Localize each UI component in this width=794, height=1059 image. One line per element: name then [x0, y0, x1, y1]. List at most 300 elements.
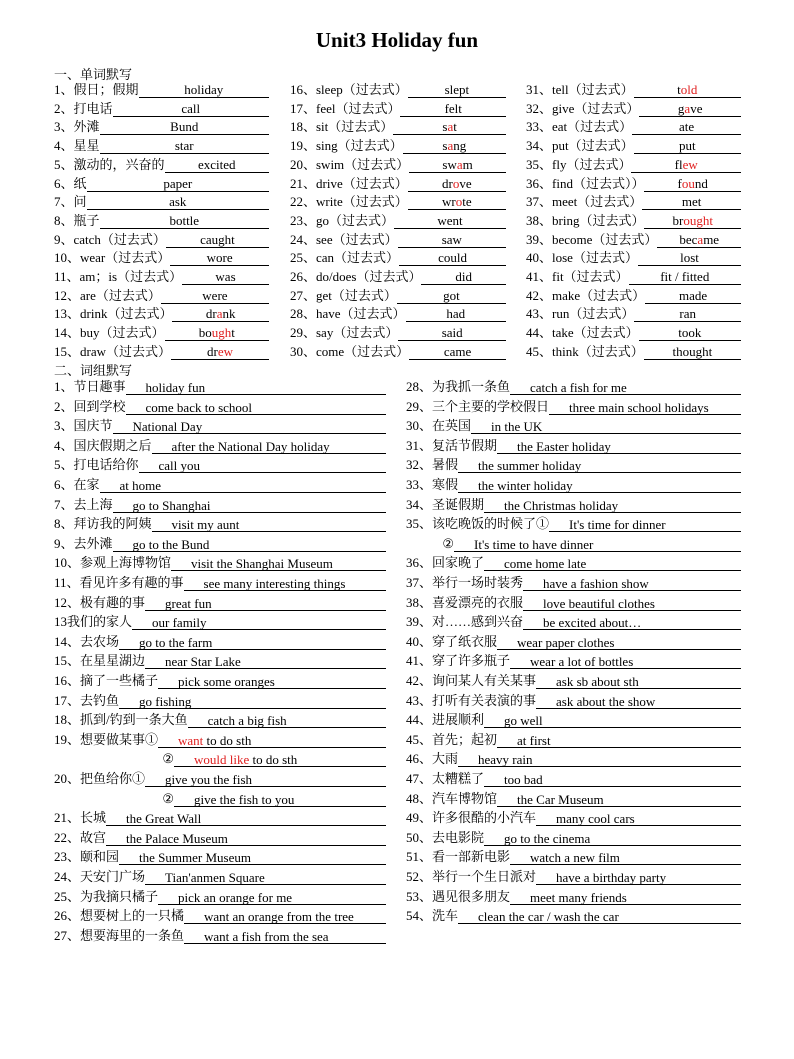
phrase-answer-text: want a fish from the sea	[204, 928, 329, 944]
phrase-prompt: 5、打电话给你	[54, 457, 139, 473]
word-answer-blank[interactable]	[403, 138, 506, 154]
phrase-row	[54, 808, 386, 826]
word-row	[526, 286, 741, 304]
word-answer-text: call	[181, 100, 201, 116]
phrase-answer-blank[interactable]	[497, 635, 741, 650]
phrase-answer-blank[interactable]	[119, 850, 386, 865]
phrase-answer-blank[interactable]	[458, 909, 741, 924]
word-prompt: 23、go（过去式）	[290, 212, 395, 228]
phrase-row	[406, 495, 741, 513]
word-row	[290, 230, 506, 248]
phrase-answer-blank[interactable]	[536, 870, 741, 885]
phrase-prompt: 20、把鱼给你①	[54, 771, 146, 786]
word-answer-blank[interactable]	[87, 194, 269, 210]
word-row	[290, 192, 506, 210]
phrase-row	[406, 593, 741, 611]
phrase-answer-blank[interactable]	[523, 576, 741, 591]
word-row	[54, 304, 269, 322]
phrase-answer-blank[interactable]	[152, 517, 386, 532]
phrase-answer-blank[interactable]	[458, 478, 741, 493]
phrase-row	[54, 534, 386, 552]
word-answer-text: star	[174, 138, 194, 154]
phrase-row	[406, 534, 741, 552]
word-answer-blank[interactable]	[171, 344, 269, 360]
word-prompt: 1、假日；假期	[54, 82, 139, 97]
phrase-answer-blank[interactable]	[145, 596, 386, 611]
phrase-prompt: 39、对……感到兴奋	[406, 614, 524, 630]
word-answer-blank[interactable]	[645, 288, 741, 304]
word-prompt: 24、see（过去式）	[290, 231, 398, 247]
phrase-answer-blank[interactable]	[113, 498, 386, 513]
phrase-prompt: 37、举行一场时装秀	[406, 575, 524, 590]
word-prompt: 21、drive（过去式）	[290, 175, 408, 191]
phrase-prompt: 22、故宫	[54, 829, 107, 845]
phrase-answer-blank[interactable]	[174, 752, 386, 767]
phrase-answer-text: great fun	[165, 595, 212, 611]
phrase-row	[54, 377, 386, 395]
phrase-prompt: 33、寒假	[406, 477, 459, 492]
phrase-answer-blank[interactable]	[484, 556, 741, 571]
phrase-answer-text: clean the car / wash the car	[478, 909, 619, 925]
phrase-row	[54, 847, 386, 865]
word-answer-blank[interactable]	[170, 250, 269, 266]
word-row	[290, 267, 506, 285]
word-answer-part: ve	[690, 100, 703, 116]
phrase-answer-text: love beautiful clothes	[543, 595, 655, 611]
word-answer-text: thought	[672, 343, 713, 359]
phrase-answer-blank[interactable]	[536, 674, 741, 689]
word-prompt: 6、纸	[54, 175, 87, 191]
phrase-answer-blank[interactable]	[171, 556, 386, 571]
phrase-row	[54, 397, 386, 415]
phrase-answer-text: after the National Day holiday	[171, 438, 330, 454]
word-answer-part: bec	[679, 231, 698, 247]
phrase-row	[54, 887, 386, 905]
word-answer-blank[interactable]	[100, 138, 269, 154]
phrase-row	[406, 887, 741, 905]
word-prompt: 42、make（过去式）	[526, 287, 646, 303]
phrase-row	[54, 926, 386, 944]
word-row	[526, 155, 741, 173]
word-answer-blank[interactable]	[644, 213, 741, 229]
word-prompt: 7、问	[54, 194, 87, 210]
phrase-answer-text: give the fish to you	[194, 791, 295, 807]
phrase-answer-text: many cool cars	[556, 811, 635, 827]
word-row	[290, 174, 506, 192]
phrase-prompt: 13我们的家人	[54, 614, 133, 630]
word-answer-text: Bund	[170, 119, 199, 135]
word-row	[54, 230, 269, 248]
word-row	[526, 117, 741, 135]
phrase-answer-text: at home	[119, 478, 162, 493]
word-row	[54, 117, 269, 135]
phrase-row	[406, 416, 741, 434]
word-answer-blank[interactable]	[399, 250, 506, 266]
word-answer-text: got	[443, 287, 460, 303]
word-prompt: 18、sit（过去式）	[290, 119, 394, 135]
word-prompt: 5、激动的，兴奋的	[54, 156, 165, 172]
phrase-prompt: ②	[162, 790, 174, 806]
phrase-prompt: 7、去上海	[54, 496, 113, 512]
word-answer-part: sw	[442, 156, 457, 172]
phrase-prompt: 42、询问某人有关某事	[406, 673, 537, 688]
phrase-answer-blank[interactable]	[510, 380, 741, 395]
word-answer-blank[interactable]	[398, 232, 506, 248]
phrase-answer-blank[interactable]	[106, 811, 386, 826]
word-row	[54, 342, 269, 360]
phrase-row	[54, 455, 386, 473]
phrase-answer-blank[interactable]	[549, 400, 741, 415]
phrase-answer-text: ask sb about sth	[556, 674, 639, 689]
phrase-answer-text: come home late	[504, 556, 587, 572]
word-row	[290, 248, 506, 266]
phrase-answer-blank[interactable]	[497, 792, 741, 807]
phrase-answer-text: visit the Shanghai Museum	[191, 556, 333, 572]
word-row	[290, 155, 506, 173]
phrase-answer-blank[interactable]	[536, 811, 741, 826]
word-prompt: 29、say（过去式）	[290, 325, 399, 341]
phrase-prompt: 28、为我抓一条鱼	[406, 379, 511, 394]
phrase-answer-blank[interactable]	[510, 890, 741, 905]
word-row	[526, 174, 741, 192]
word-answer-text: ask	[169, 194, 187, 210]
phrase-row	[54, 475, 386, 493]
phrase-answer-text: at first	[517, 732, 551, 748]
phrase-row	[406, 632, 741, 650]
phrase-answer-blank[interactable]	[549, 517, 741, 532]
phrase-answer-blank[interactable]	[158, 674, 386, 689]
word-row	[526, 192, 741, 210]
phrase-answer-blank[interactable]	[100, 478, 386, 493]
word-answer-blank[interactable]	[421, 269, 506, 285]
word-answer-highlight: a	[216, 306, 223, 322]
phrase-answer-blank[interactable]	[158, 733, 386, 748]
phrase-answer-blank[interactable]	[139, 458, 386, 473]
word-answer-blank[interactable]	[100, 119, 269, 135]
word-answer-blank[interactable]	[639, 325, 741, 341]
word-answer-text: did	[455, 269, 473, 284]
word-answer-blank[interactable]	[632, 119, 741, 135]
phrase-answer-blank[interactable]	[536, 694, 741, 709]
phrase-answer-text: pick some oranges	[178, 674, 275, 689]
word-answer-blank[interactable]	[644, 344, 741, 360]
phrase-answer-blank[interactable]	[484, 498, 741, 513]
phrase-answer-blank[interactable]	[497, 439, 741, 454]
word-answer-highlight: ou	[681, 175, 695, 191]
phrase-prompt: 19、想要做某事①	[54, 731, 159, 747]
phrase-answer-text: have a birthday party	[556, 870, 667, 885]
word-answer-blank[interactable]	[113, 101, 269, 117]
word-answer-blank[interactable]	[165, 325, 269, 341]
phrase-answer-text: It's time for dinner	[569, 517, 666, 533]
word-row	[54, 211, 269, 229]
word-row	[290, 99, 506, 117]
word-prompt: 14、buy（过去式）	[54, 325, 165, 341]
phrase-answer-text: see many interesting things	[203, 576, 346, 591]
phrase-row	[406, 789, 741, 807]
phrase-answer-blank[interactable]	[119, 635, 386, 650]
phrase-answer-text: want an orange from the tree	[204, 909, 354, 925]
word-answer-blank[interactable]	[166, 232, 269, 248]
word-answer-blank[interactable]	[139, 82, 269, 98]
word-answer-blank[interactable]	[408, 194, 506, 210]
word-answer-part: wr	[442, 194, 456, 210]
phrase-prompt: 54、洗车	[406, 908, 459, 924]
word-answer-highlight: a	[697, 231, 704, 247]
phrase-row	[406, 612, 741, 630]
word-prompt: 34、put（过去式）	[526, 138, 634, 154]
phrase-answer-blank[interactable]	[510, 850, 741, 865]
word-answer-text: took	[678, 325, 702, 341]
phrase-answer-blank[interactable]	[188, 713, 386, 728]
word-prompt: 40、lose（过去式）	[526, 250, 638, 266]
word-answer-blank[interactable]	[394, 213, 506, 229]
word-row	[290, 342, 506, 360]
phrase-answer-text: National Day	[132, 419, 203, 435]
phrase-prompt: 48、汽车博物馆	[406, 790, 498, 806]
phrase-prompt: 51、看一部新电影	[406, 849, 511, 865]
phrase-answer-blank[interactable]	[106, 831, 386, 846]
word-row	[526, 342, 741, 360]
phrase-prompt: 32、暑假	[406, 457, 459, 473]
word-answer-highlight: o	[455, 194, 463, 210]
phrase-row	[406, 730, 741, 748]
phrase-prompt: 6、在家	[54, 477, 100, 492]
word-answer-part: bo	[198, 325, 212, 341]
word-answer-blank[interactable]	[165, 157, 269, 173]
phrase-answer-blank[interactable]	[458, 752, 741, 767]
word-prompt: 28、have（过去式）	[290, 306, 406, 322]
word-prompt: 13、drink（过去式）	[54, 306, 173, 322]
word-answer-part: s	[442, 119, 448, 135]
word-answer-text: could	[438, 250, 467, 266]
phrase-answer-text: wear paper clothes	[517, 634, 615, 650]
word-answer-blank[interactable]	[631, 157, 741, 173]
word-row	[290, 136, 506, 154]
phrase-answer-text: go to Shanghai	[132, 497, 211, 513]
phrase-row	[54, 730, 386, 748]
phrase-prompt: 26、想要树上的一只橘	[54, 908, 185, 924]
phrase-prompt: 34、圣诞假期	[406, 496, 485, 512]
word-answer-text: put	[679, 138, 696, 154]
phrase-answer-blank[interactable]	[113, 537, 386, 552]
phrase-answer-blank[interactable]	[184, 929, 386, 944]
phrase-row	[406, 514, 741, 532]
phrase-row	[406, 710, 741, 728]
word-answer-text: went	[437, 212, 463, 228]
word-answer-blank[interactable]	[634, 138, 741, 154]
phrase-prompt: 2、回到学校	[54, 398, 126, 414]
phrase-answer-text: wear a lot of bottles	[530, 654, 634, 670]
phrase-prompt: ②	[162, 751, 174, 767]
phrase-row	[54, 612, 386, 630]
phrase-answer-blank[interactable]	[484, 831, 741, 846]
phrase-answer-blank[interactable]	[458, 458, 741, 473]
word-prompt: 38、bring（过去式）	[526, 212, 645, 228]
phrase-answer-text: pick an orange for me	[178, 889, 293, 905]
word-answer-text: ate	[679, 119, 695, 135]
word-answer-blank[interactable]	[644, 176, 741, 192]
phrase-prompt: 21、长城	[54, 810, 107, 826]
word-row	[54, 174, 269, 192]
phrase-prompt: 18、抓到/钓到一条大鱼	[54, 712, 188, 728]
phrase-answer-blank[interactable]	[174, 792, 386, 807]
word-answer-blank[interactable]	[634, 82, 741, 98]
phrase-answer-blank[interactable]	[145, 654, 386, 669]
phrase-answer-text: holiday fun	[145, 380, 206, 395]
phrase-prompt: 53、遇见很多朋友	[406, 888, 511, 904]
word-answer-text: met	[681, 194, 702, 210]
section-phrase-heading: 二、词组默写	[54, 363, 133, 378]
phrase-prompt: 15、在星星湖边	[54, 653, 146, 669]
word-row	[526, 248, 741, 266]
word-answer-part: nk	[222, 306, 236, 322]
phrase-answer-text: the Car Museum	[517, 791, 604, 807]
phrase-answer-blank[interactable]	[145, 772, 386, 787]
word-answer-highlight: a	[456, 156, 463, 172]
phrase-answer-text: It's time to have dinner	[474, 536, 594, 552]
word-answer-blank[interactable]	[161, 288, 269, 304]
word-answer-part: m	[462, 156, 473, 172]
phrase-row	[406, 749, 741, 767]
word-answer-part: ve	[459, 175, 472, 191]
word-answer-text: lost	[680, 250, 699, 266]
phrase-row	[54, 573, 386, 591]
phrase-answer-blank[interactable]	[132, 615, 386, 630]
phrase-row	[54, 710, 386, 728]
phrase-answer-blank[interactable]	[454, 537, 741, 552]
word-answer-blank[interactable]	[408, 176, 506, 192]
word-answer-blank[interactable]	[398, 325, 506, 341]
phrase-prompt: 29、三个主要的学校假日	[406, 398, 550, 414]
word-answer-text: paper	[163, 175, 193, 191]
phrase-row	[54, 436, 386, 454]
word-answer-blank[interactable]	[629, 269, 741, 285]
phrase-answer-blank[interactable]	[126, 400, 386, 415]
word-answer-highlight: ew	[217, 343, 233, 359]
word-answer-blank[interactable]	[638, 250, 741, 266]
word-answer-part: g	[677, 100, 685, 116]
phrase-answer-blank[interactable]	[484, 772, 741, 787]
phrase-prompt: 41、穿了许多瓶子	[406, 653, 511, 669]
word-row	[526, 304, 741, 322]
section-vocab-heading: 一、单词默写	[54, 67, 133, 82]
word-answer-text: slept	[444, 82, 470, 97]
phrase-prompt: 10、参观上海博物馆	[54, 555, 172, 571]
phrase-row	[54, 789, 386, 807]
phrase-answer-blank[interactable]	[523, 615, 741, 630]
word-answer-text: were	[202, 287, 228, 303]
word-answer-highlight: a	[447, 138, 454, 154]
word-answer-text: had	[446, 306, 466, 322]
phrase-row	[54, 632, 386, 650]
word-answer-blank[interactable]	[406, 306, 506, 322]
phrase-answer-text: call you	[158, 458, 201, 474]
word-prompt: 22、write（过去式）	[290, 194, 408, 210]
word-answer-blank[interactable]	[100, 213, 269, 229]
phrase-answer-blank[interactable]	[126, 380, 386, 395]
word-answer-blank[interactable]	[393, 119, 506, 135]
word-row	[54, 323, 269, 341]
phrase-answer-blank[interactable]	[184, 909, 386, 924]
word-answer-blank[interactable]	[400, 101, 506, 117]
word-prompt: 44、take（过去式）	[526, 325, 639, 341]
phrase-answer-blank[interactable]	[497, 733, 741, 748]
word-answer-blank[interactable]	[639, 101, 741, 117]
phrase-row	[54, 671, 386, 689]
word-answer-part: t	[231, 325, 235, 341]
word-row	[526, 267, 741, 285]
phrase-prompt: 38、喜爱漂亮的衣服	[406, 594, 524, 610]
phrase-answer-blank[interactable]	[523, 596, 741, 611]
phrase-prompt: 3、国庆节	[54, 418, 113, 434]
phrase-prompt: 50、去电影院	[406, 829, 485, 845]
phrase-answer-text: too bad	[504, 772, 543, 787]
word-prompt: 17、feel（过去式）	[290, 100, 401, 116]
phrase-answer-blank[interactable]	[119, 694, 386, 709]
phrase-prompt: 24、天安门广场	[54, 869, 146, 884]
phrase-row	[406, 377, 741, 395]
word-answer-blank[interactable]	[409, 157, 506, 173]
phrase-answer-text: go to the farm	[139, 634, 213, 650]
phrase-row	[406, 553, 741, 571]
word-answer-highlight: o	[452, 175, 460, 191]
phrase-answer-text: go to the cinema	[504, 830, 591, 846]
phrase-prompt: 11、看见许多有趣的事	[54, 575, 184, 590]
phrase-prompt: 16、摘了一些橘子	[54, 673, 159, 688]
word-answer-blank[interactable]	[642, 194, 741, 210]
word-prompt: 10、wear（过去式）	[54, 250, 171, 266]
word-prompt: 32、give（过去式）	[526, 100, 640, 116]
phrase-prompt: 25、为我摘只橘子	[54, 888, 159, 904]
phrase-answer-text: catch a fish for me	[530, 380, 627, 395]
word-answer-blank[interactable]	[182, 269, 269, 285]
word-answer-blank[interactable]	[409, 344, 506, 360]
word-answer-blank[interactable]	[408, 82, 506, 98]
phrase-row	[54, 749, 386, 767]
phrase-answer-blank[interactable]	[152, 439, 386, 454]
phrase-answer-blank[interactable]	[158, 890, 386, 905]
phrase-answer-blank[interactable]	[510, 654, 741, 669]
phrase-prompt: 45、首先；起初	[406, 731, 498, 747]
word-answer-blank[interactable]	[87, 176, 269, 192]
word-prompt: 12、are（过去式）	[54, 287, 161, 303]
phrase-row	[54, 828, 386, 846]
word-prompt: 43、run（过去式）	[526, 306, 635, 322]
phrase-answer-blank[interactable]	[484, 713, 741, 728]
phrase-row	[54, 553, 386, 571]
word-answer-blank[interactable]	[657, 232, 741, 248]
word-answer-text: fit / fitted	[660, 269, 710, 284]
word-answer-text: holiday	[184, 82, 224, 97]
phrase-prompt: 23、颐和园	[54, 849, 120, 865]
word-answer-blank[interactable]	[397, 288, 506, 304]
phrase-row	[54, 691, 386, 709]
word-answer-blank[interactable]	[172, 306, 269, 322]
word-answer-text: was	[215, 269, 236, 284]
phrase-answer-blank[interactable]	[184, 576, 386, 591]
word-row	[526, 230, 741, 248]
word-answer-text: said	[441, 325, 463, 341]
word-row	[290, 323, 506, 341]
phrase-answer-blank[interactable]	[471, 419, 741, 434]
phrase-answer-blank[interactable]	[145, 870, 386, 885]
phrase-answer-blank[interactable]	[113, 419, 386, 434]
word-answer-blank[interactable]	[634, 306, 741, 322]
word-prompt: 15、draw（过去式）	[54, 343, 171, 359]
word-answer-highlight: a	[447, 119, 454, 135]
word-row	[54, 192, 269, 210]
